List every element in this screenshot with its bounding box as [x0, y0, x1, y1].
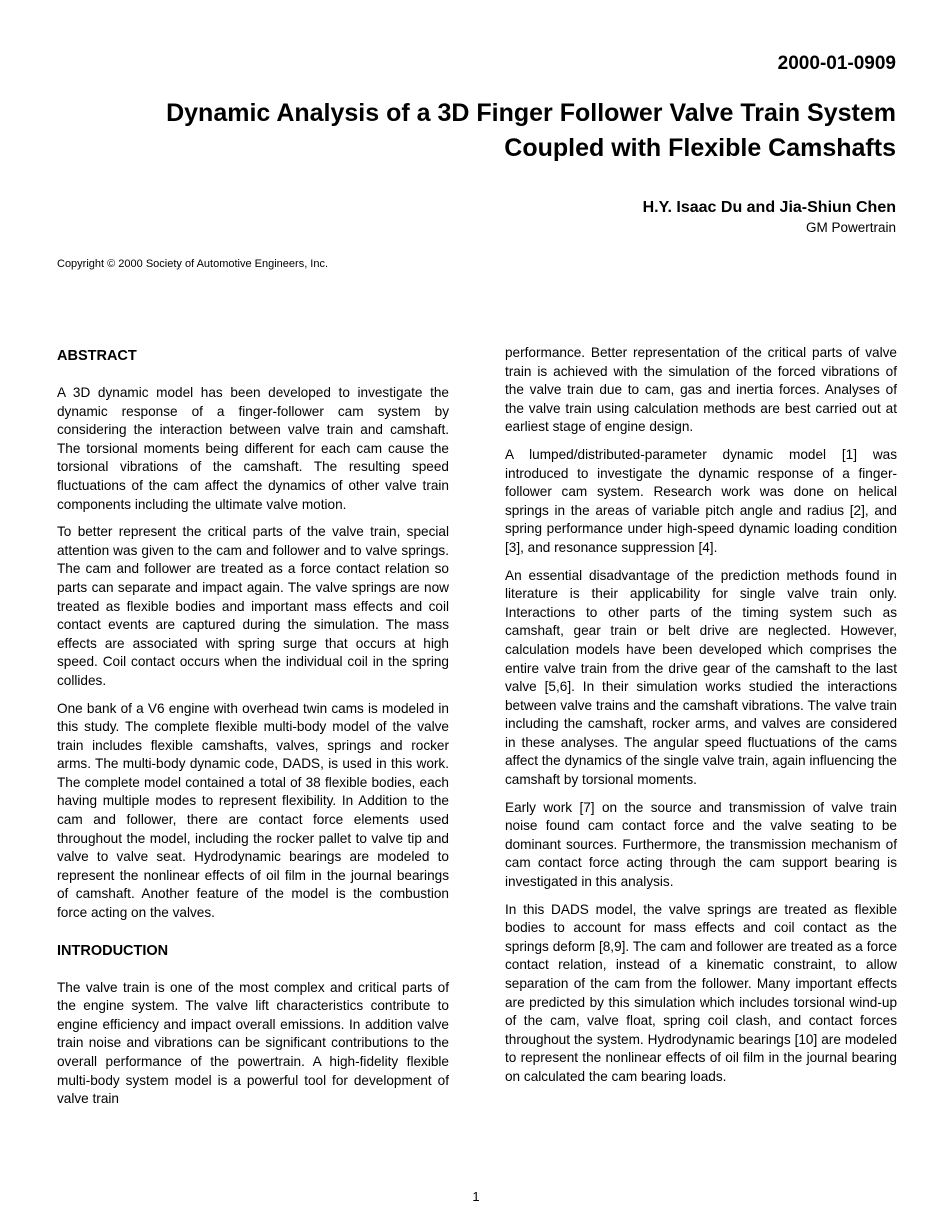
introduction-heading: INTRODUCTION: [57, 942, 169, 959]
copyright-notice: Copyright © 2000 Society of Automotive Engineers, Inc.: [57, 258, 329, 270]
introduction-paragraph: An essential disadvantage of the prediction methods found in literature is their applicability for single valve train only. Interactions to other parts of the timing system such as camshaft, gear train or belt drive are neglected. However, calculation models have been developed which comprises the entire valve train from the drive gear of the camshaft to the last valve [5,6]. In their simulation works studied the interactions between valve trains and the camshaft vibrations. The valve train including the camshaft, rocker arms, and valves are considered in these analyses. The angular speed fluctuations of the cams affect the dynamics of the single valve train, again influencing the camshaft by torsional moments.: [505, 567, 897, 788]
paper-title: [36, 96, 896, 166]
authors: H.Y. Isaac Du and Jia-Shiun Chen: [642, 199, 896, 216]
introduction-paragraph: In this DADS model, the valve springs are treated as flexible bodies to account for mass effects and coil contact as the springs deform [8,9]. The cam and follower are treated as a force contact relation, instead of a kinematic constraint, to allow separation of the cam from the follower. Many important effects are predicted by this simulation which includes torsional wind-up of the cam, valve float, spring coil clash, and contact forces throughout the system. Hydrodynamic bearings [10] are modeled to represent the nonlinear effects of oil film in the journal bearing on calculated the cam bearing loads.: [505, 901, 897, 1084]
introduction-paragraph: performance. Better representation of the critical parts of valve train is achieved with the simulation of the forced vibrations of the valve train due to cam, gas and inertia forces. Analyses of the valve train using calculation methods are best carried out at earliest stage of engine design.: [505, 345, 897, 435]
abstract-paragraph: One bank of a V6 engine with overhead twin cams is modeled in this study. The complete flexible multi-body model of the valve train includes flexible camshafts, valves, springs and rocker arms. The multi-body dynamic code, DADS, is used in this work. The complete model contained a total of 38 flexible bodies, each having multiple modes to represent flexibility. In Addition to the cam and follower, there are contact force elements used throughout the model, including the rocker pallet to valve tip and valve to valve seat. Hydrodynamic bearings are modeled to represent the nonlinear effects of oil film in the journal bearings of camshaft. Another feature of the model is the combustion force acting on the valves.: [57, 700, 449, 921]
paper-number: 2000-01-0909: [777, 53, 896, 74]
right-column: [505, 344, 897, 1096]
title-line: Dynamic Analysis of a 3D Finger Follower Valve Train System: [166, 99, 896, 127]
title-line: Coupled with Flexible Camshafts: [504, 134, 896, 162]
page-number: 1: [472, 1189, 480, 1204]
abstract-paragraph: To better represent the critical parts of the valve train, special attention was given to the cam and follower and to valve springs. The cam and follower are treated as a force contact relation so parts can separate and impact again. The valve springs are now treated as flexible bodies and important mass effects and coil contact events are captured during the simulation. The mass effects are associated with spring surge that occurs at high speed. Coil contact occurs when the individual coil in the spring collides.: [57, 524, 449, 688]
introduction-paragraph: A lumped/distributed-parameter dynamic model [1] was introduced to investigate the dynamic response of a finger-follower cam system. Research work was done on helical springs in the areas of variable pitch angle and radius [2], and spring performance under high-speed dynamic loading condition [3], and resonance suppression [4].: [505, 446, 897, 555]
abstract-paragraph: A 3D dynamic model has been developed to investigate the dynamic response of a finger-follower cam system by considering the interaction between valve train and camshaft. The torsional moments being different for each cam cause the torsional vibrations of the camshaft. The resulting speed fluctuations of the cam affect the dynamics of other valve train components including the ultimate valve motion.: [57, 385, 449, 512]
introduction-paragraph: Early work [7] on the source and transmission of valve train noise found cam contact force and the valve seating to be dominant sources. Furthermore, the transmission mechanism of cam contact force acting through the cam support bearing is investigated in this analysis.: [505, 799, 897, 890]
affiliation: GM Powertrain: [805, 220, 896, 235]
introduction-paragraph: The valve train is one of the most complex and critical parts of the engine system. The valve lift characteristics contribute to engine efficiency and impact overall emissions. In addition valve train noise and vibrations can be significant contributions to the overall performance of the powertrain. A high-fidelity flexible multi-body system model is a powerful tool for development of valve train: [57, 979, 449, 1107]
abstract-heading: ABSTRACT: [57, 348, 137, 364]
left-column: [57, 344, 449, 1118]
